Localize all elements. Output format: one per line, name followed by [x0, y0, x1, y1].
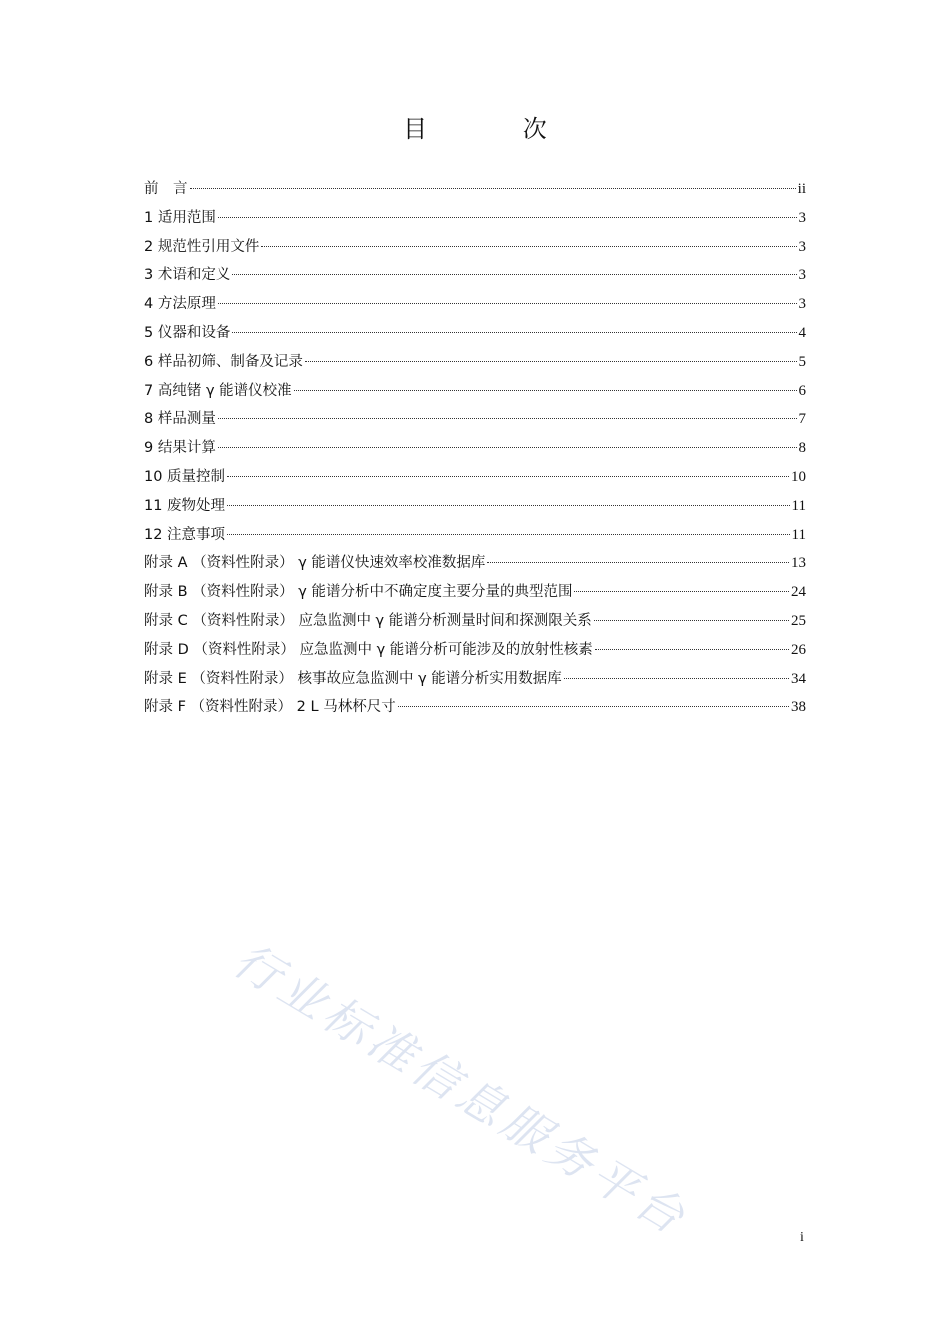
toc-entry-label: 附录 D （资料性附录） 应急监测中 γ 能谱分析可能涉及的放射性核素 [144, 641, 593, 658]
toc-entry-page: 7 [798, 411, 806, 428]
toc-entry-page: 38 [791, 699, 806, 716]
toc-entry-label: 附录 F （资料性附录） 2 L 马林杯尺寸 [144, 699, 396, 716]
toc-entry-label: 2 规范性引用文件 [144, 238, 260, 255]
toc-entry-label: 7 高纯锗 γ 能谱仪校准 [144, 382, 292, 399]
toc-leader-dots [227, 476, 789, 477]
toc-leader-dots [227, 505, 789, 506]
toc-entry-5[interactable] [144, 319, 806, 348]
table-of-contents [144, 175, 806, 722]
toc-entry-label: 附录 A （资料性附录） γ 能谱仪快速效率校准数据库 [144, 555, 486, 572]
toc-entry-4[interactable] [144, 290, 806, 319]
page-title: 目 次 [403, 115, 591, 143]
toc-entry-1[interactable] [144, 204, 806, 233]
toc-leader-dots [594, 620, 789, 621]
toc-entry-page: 3 [798, 209, 806, 226]
toc-entry-label: 4 方法原理 [144, 296, 216, 313]
toc-entry-page: 3 [798, 238, 806, 255]
toc-leader-dots [218, 447, 797, 448]
toc-leader-dots [294, 390, 797, 391]
toc-entry-label: 12 注意事项 [144, 526, 226, 543]
toc-leader-dots [218, 418, 797, 419]
toc-entry-label: 6 样品初筛、制备及记录 [144, 353, 303, 370]
toc-entry-label: 1 适用范围 [144, 209, 216, 226]
toc-entry-appendix-d[interactable] [144, 636, 806, 665]
toc-leader-dots [232, 274, 796, 275]
toc-leader-dots [218, 217, 797, 218]
toc-leader-dots [232, 332, 796, 333]
toc-entry-page: 5 [798, 353, 806, 370]
toc-entry-2[interactable] [144, 233, 806, 262]
toc-entry-page: 11 [791, 526, 806, 543]
toc-leader-dots [595, 649, 789, 650]
toc-entry-label: 11 废物处理 [144, 497, 226, 514]
toc-entry-page: 4 [798, 324, 806, 341]
toc-entry-page: 6 [798, 382, 806, 399]
toc-entry-6[interactable] [144, 348, 806, 377]
toc-entry-appendix-a[interactable] [144, 549, 806, 578]
toc-entry-12[interactable] [144, 521, 806, 550]
toc-leader-dots [305, 361, 797, 362]
toc-entry-label: 3 术语和定义 [144, 267, 231, 284]
toc-entry-page: 24 [791, 584, 806, 601]
toc-entry-8[interactable] [144, 405, 806, 434]
toc-entry-page: 11 [791, 497, 806, 514]
toc-entry-page: 3 [798, 296, 806, 313]
toc-entry-7[interactable] [144, 377, 806, 406]
toc-leader-dots [190, 188, 796, 189]
toc-entry-page: 13 [791, 555, 806, 572]
toc-leader-dots [227, 534, 789, 535]
toc-entry-page: 26 [791, 641, 806, 658]
toc-entry-label: 10 质量控制 [144, 468, 226, 485]
toc-entry-label: 9 结果计算 [144, 440, 216, 457]
toc-leader-dots [574, 591, 789, 592]
toc-leader-dots [564, 678, 789, 679]
toc-entry-3[interactable] [144, 261, 806, 290]
toc-entry-label: 附录 E （资料性附录） 核事故应急监测中 γ 能谱分析实用数据库 [144, 670, 562, 687]
watermark: 行业标准信息服务平台 [224, 932, 699, 1247]
toc-leader-dots [398, 706, 789, 707]
toc-entry-page: 34 [791, 670, 806, 687]
toc-entry-page: 10 [791, 468, 806, 485]
toc-entry-appendix-b[interactable] [144, 578, 806, 607]
toc-entry-label: 附录 B （资料性附录） γ 能谱分析中不确定度主要分量的典型范围 [144, 584, 573, 601]
toc-entry-appendix-c[interactable] [144, 607, 806, 636]
toc-entry-page: 8 [798, 440, 806, 457]
toc-entry-page: 3 [798, 267, 806, 284]
toc-entry-appendix-f[interactable] [144, 693, 806, 722]
toc-entry-appendix-e[interactable] [144, 665, 806, 694]
toc-entry-label: 8 样品测量 [144, 411, 216, 428]
toc-entry-page: 25 [791, 612, 806, 629]
toc-leader-dots [487, 562, 789, 563]
toc-entry-11[interactable] [144, 492, 806, 521]
toc-entry-9[interactable] [144, 434, 806, 463]
toc-entry-foreword[interactable] [144, 175, 806, 204]
toc-entry-label: 附录 C （资料性附录） 应急监测中 γ 能谱分析测量时间和探测限关系 [144, 612, 592, 629]
toc-leader-dots [261, 246, 796, 247]
toc-entry-page: ii [797, 181, 806, 197]
toc-entry-10[interactable] [144, 463, 806, 492]
toc-entry-label: 前 言 [144, 181, 188, 197]
toc-leader-dots [218, 303, 797, 304]
page-number: i [800, 1230, 804, 1245]
toc-entry-label: 5 仪器和设备 [144, 324, 231, 341]
